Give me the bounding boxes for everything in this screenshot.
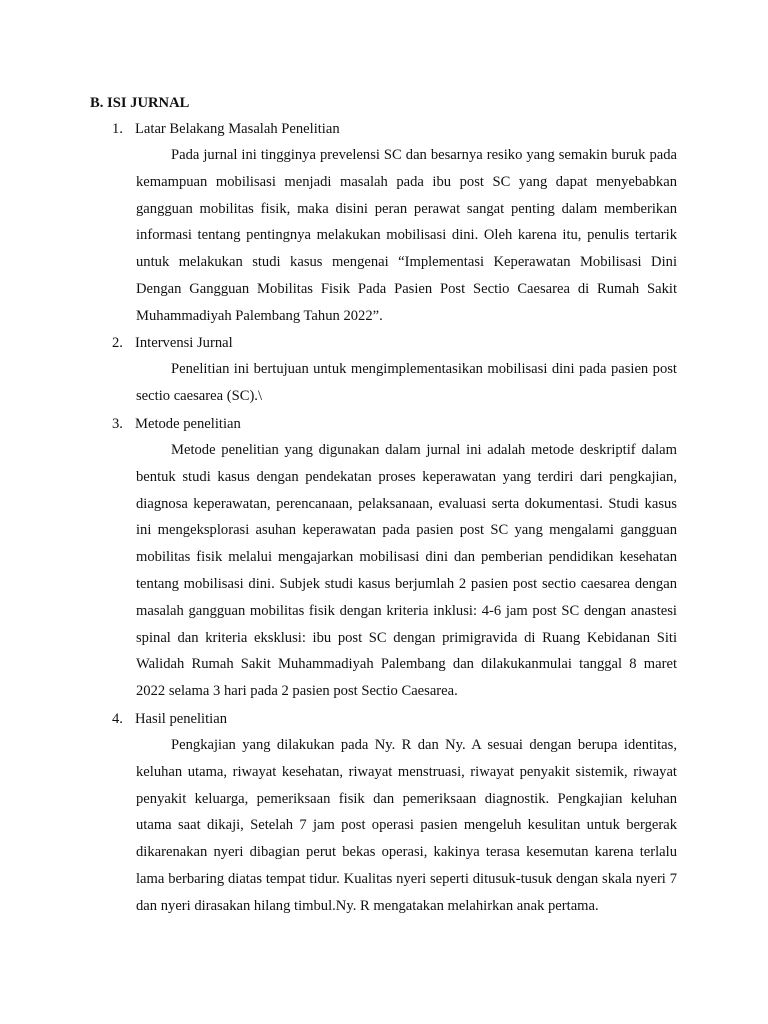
section-4-title: Hasil penelitian (135, 711, 227, 727)
section-3-title-row (112, 415, 672, 433)
section-heading: B. ISI JURNAL (90, 95, 190, 111)
section-4-title-row (112, 710, 672, 728)
section-1-title-row (112, 120, 672, 138)
section-1-title: Latar Belakang Masalah Penelitian (135, 121, 340, 137)
section-3-body: Metode penelitian yang digunakan dalam jurnal ini adalah metode deskriptif dalam bentuk studi kasus dengan pendekatan proses keperawatan yang terdiri dari pengkajian, diagnosa keperawatan, perencanaan, pelaksanaan, evaluasi serta dokumentasi. Studi kasus ini mengeksplorasi asuhan keperawatan pada pasien post SC yang mengalami gangguan mobilitas fisik melalui mengajarkan mobilisasi dini dan pemberian pendidikan kesehatan tentang mobilisasi dini. Subjek studi kasus berjumlah 2 pasien post sectio caesarea dengan masalah gangguan mobilitas fisik dengan kriteria inklusi: 4-6 jam post SC dengan anastesi spinal dan kriteria eksklusi: ibu post SC dengan primigravida di Ruang Kebidanan Siti Walidah Rumah Sakit Muhammadiyah Palembang dan dilakukanmulai tanggal 8 maret 2022 selama 3 hari pada 2 pasien post Sectio Caesarea. (136, 442, 677, 700)
section-2-number: 2. (112, 335, 123, 351)
section-4-body: Pengkajian yang dilakukan pada Ny. R dan Ny. A sesuai dengan berupa identitas, keluhan utama, riwayat kesehatan, riwayat menstruasi, riwayat penyakit sistemik, riwayat penyakit keluarga, pemeriksaan fisik dan pemeriksaan diagnostik. Pengkajian keluhan utama saat dikaji, Setelah 7 jam post operasi pasien mengeluh kesulitan untuk bergerak dikarenakan nyeri dibagian perut bekas operasi, kakinya terasa kesemutan karena terlalu lama berbaring diatas tempat tidur. Kualitas nyeri seperti ditusuk-tusuk dengan skala nyeri 7 dan nyeri dirasakan hilang timbul.Ny. R mengatakan melahirkan anak pertama. (136, 737, 677, 914)
section-2-title: Intervensi Jurnal (135, 335, 233, 351)
section-2-body: Penelitian ini bertujuan untuk mengimplementasikan mobilisasi dini pada pasien post sectio caesarea (SC).\ (136, 361, 677, 404)
section-1-number: 1. (112, 121, 123, 137)
section-4-number: 4. (112, 711, 123, 727)
section-2-title-row (112, 334, 672, 352)
section-3-title: Metode penelitian (135, 416, 241, 432)
section-3-number: 3. (112, 416, 123, 432)
section-1-body: Pada jurnal ini tingginya prevelensi SC dan besarnya resiko yang semakin buruk pada kemampuan mobilisasi menjadi masalah pada ibu post SC yang dapat menyebabkan gangguan mobilitas fisik, maka disini peran perawat sangat penting dalam memberikan informasi tentang pentingnya melakukan mobilisasi dini. Oleh karena itu, penulis tertarik untuk melakukan studi kasus mengenai “Implementasi Keperawatan Mobilisasi Dini Dengan Gangguan Mobilitas Fisik Pada Pasien Post Sectio Caesarea di Rumah Sakit Muhammadiyah Palembang Tahun 2022”. (136, 147, 677, 324)
